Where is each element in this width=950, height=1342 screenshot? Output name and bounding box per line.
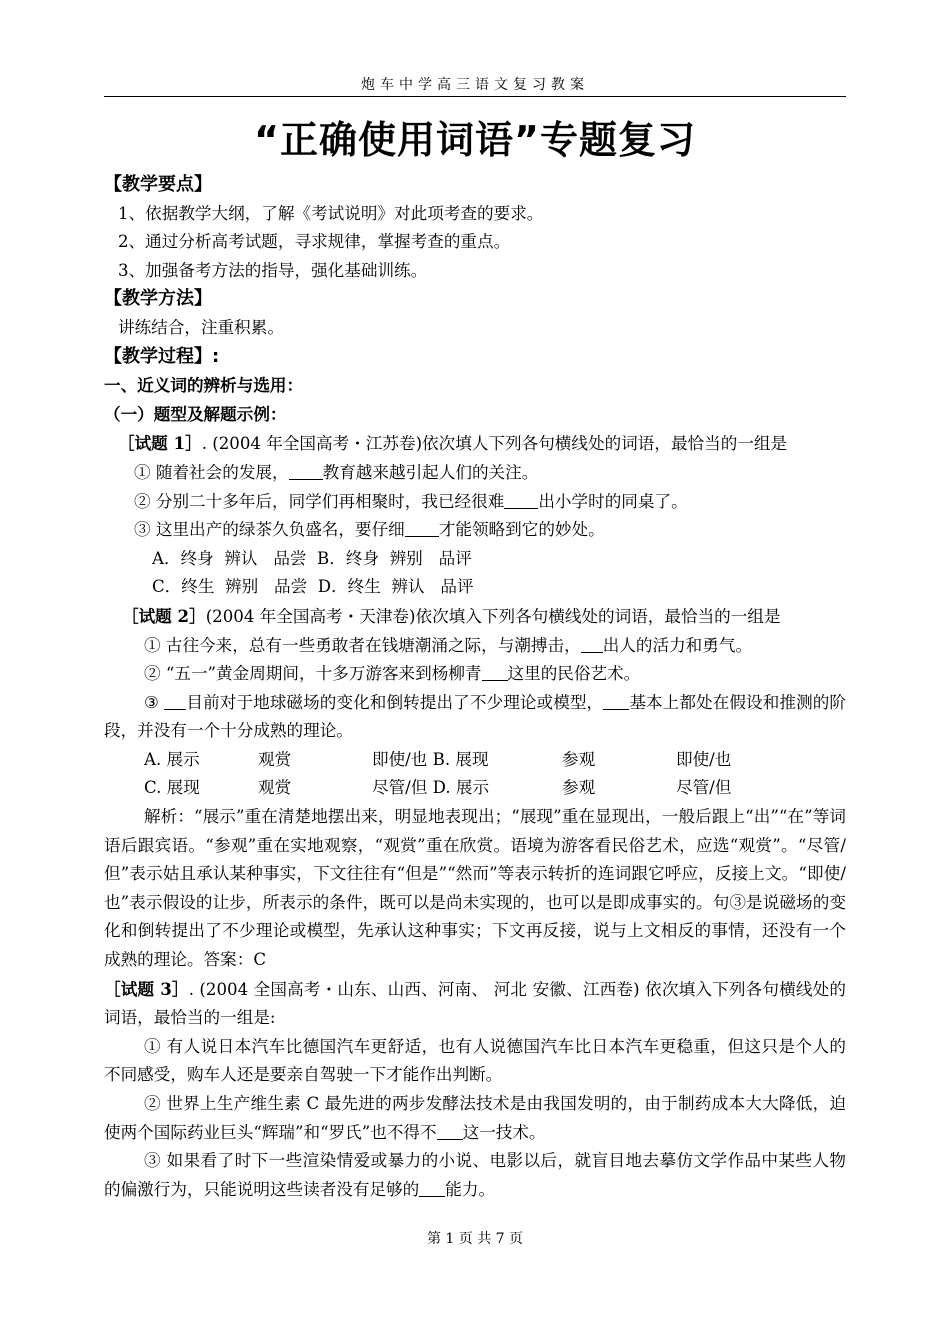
- key-point-2: 2、通过分析高考试题，寻求规律，掌握考查的重点。: [118, 232, 511, 252]
- method-heading: 【教学方法】: [104, 288, 212, 310]
- part1-heading: 一、近义词的辨析与选用：: [104, 375, 304, 396]
- process-heading: 【教学过程】:: [104, 345, 220, 367]
- q3-item-3: ③ 如果看了时下一些渲染情爱或暴力的小说、电影以后，就盲目地去摹仿文学作品中某些人物的偏激行为，只能说明这些读者没有足够的 能力。: [104, 1151, 846, 1199]
- q2-options-cd: C. 展现 观赏 尽管/但 D. 展示 参观 尽管/但: [144, 778, 732, 798]
- q2-item-1: ① 古往今来，总有一些勇敢者在钱塘潮涌之际，与潮搏击， 出人的活力和勇气。: [144, 635, 753, 655]
- q2-item-3: ③ 目前对于地球磁场的变化和倒转提出了不少理论或模型， 基本上都处在假设和推测的阶段，并没有一个十分成熟的理论。: [104, 692, 847, 741]
- q2-item-2: ② “五一”黄金周期间，十多万游客来到杨柳青 这里的民俗艺术。: [144, 664, 641, 684]
- answer-blank: [289, 461, 323, 480]
- q1-item-2: ② 分别二十多年后，同学们再相聚时，我已经很难 出小学时的同桌了。: [134, 491, 688, 511]
- q2-tag: ［试题 2］: [122, 605, 206, 626]
- q1-tag: ［试题 1］: [118, 433, 202, 454]
- q2-options-ab: A. 展示 观赏 即使/也 B. 展现 参观 即使/也: [144, 749, 732, 769]
- q3-item-2: ② 世界上生产维生素 C 最先进的两步发酵法技术是由我国发明的，由于制药成本大大降低，迫使两个国际药业巨头“辉瑞”和“罗氏”也不得不 这一技术。: [104, 1094, 846, 1142]
- q3-intro: ［试题 3］. (2004 全国高考・山东、山西、河南、 河北 安徽、江西卷) 依次填入下列各句横线处的词语，最恰当的一组是:: [104, 978, 847, 1028]
- answer-blank: [603, 691, 629, 710]
- method-text: 讲练结合，注重积累。: [118, 317, 284, 337]
- q1-options-cd: C．终生 辨别 品尝 D．终生 辨认 品评: [152, 577, 474, 597]
- answer-blank: [164, 691, 186, 710]
- answer-blank: [419, 1178, 445, 1197]
- q2-analysis: 解析：“展示”重在清楚地摆出来，明显地表现出；“展现”重在显现出，一般后跟上“出”“在”等词语后跟宾语。“参观”重在实地观察，“观赏”重在欣赏。语境为游客看民俗艺术，应选“观赏”。“尽管/但”表示姑且承认某种事实，下文往往有“但是”“然而”等表示转折的连词跟它呼应，反接上文。“即使/也”表示假设的让步，所表示的条件，既可以是尚未实现的，也可以是即成事实的。句③是说磁场的变化和倒转提出了不少理论或模型，先承认这种事实；下文再反接，说与上文相反的事情，还没有一个成熟的理论。答案：C: [104, 807, 846, 970]
- q1-intro: ［试题 1］. (2004 年全国高考・江苏卷)依次填人下列各句横线处的词语，最恰当的一组是: [118, 433, 788, 454]
- answer-blank: [405, 518, 439, 537]
- q3-tag: ［试题 3］: [104, 978, 189, 999]
- q1-item-1: ① 随着社会的发展， 教育越来越引起人们的关注。: [134, 462, 539, 482]
- q3-item-1: ① 有人说日本汽车比德国汽车更舒适，也有人说德国汽车比日本汽车更稳重，但这只是个人的不同感受，购车人还是要亲自驾驶一下才能作出判断。: [104, 1036, 846, 1085]
- part1-subheading: （一）题型及解题示例：: [104, 403, 287, 424]
- page-title: “正确使用词语”专题复习: [254, 118, 696, 162]
- q1-options-ab: A．终身 辨认 品尝 B．终身 辨别 品评: [152, 548, 472, 568]
- header-rule: [104, 96, 846, 97]
- answer-blank: [504, 490, 538, 509]
- document-body: [104, 171, 846, 1204]
- q1-item-3: ③ 这里出产的绿茶久负盛名，要仔细 才能领略到它的妙处。: [134, 520, 605, 540]
- answer-blank: [482, 662, 508, 681]
- page-header: 炮车中学高三语文复习教案: [361, 77, 589, 93]
- q2-intro: ［试题 2］(2004 年全国高考・天津卷)依次填入下列各句横线处的词语，最恰当的一组是: [122, 605, 781, 626]
- key-point-3: 3、加强备考方法的指导，强化基础训练。: [118, 260, 428, 280]
- answer-blank: [437, 1121, 463, 1140]
- key-points-heading: 【教学要点】: [104, 174, 212, 195]
- answer-blank: [581, 634, 603, 653]
- key-point-1: 1、依据教学大纲，了解《考试说明》对此项考查的要求。: [118, 203, 544, 223]
- page-footer: 第 1 页 共 7 页: [426, 1231, 524, 1247]
